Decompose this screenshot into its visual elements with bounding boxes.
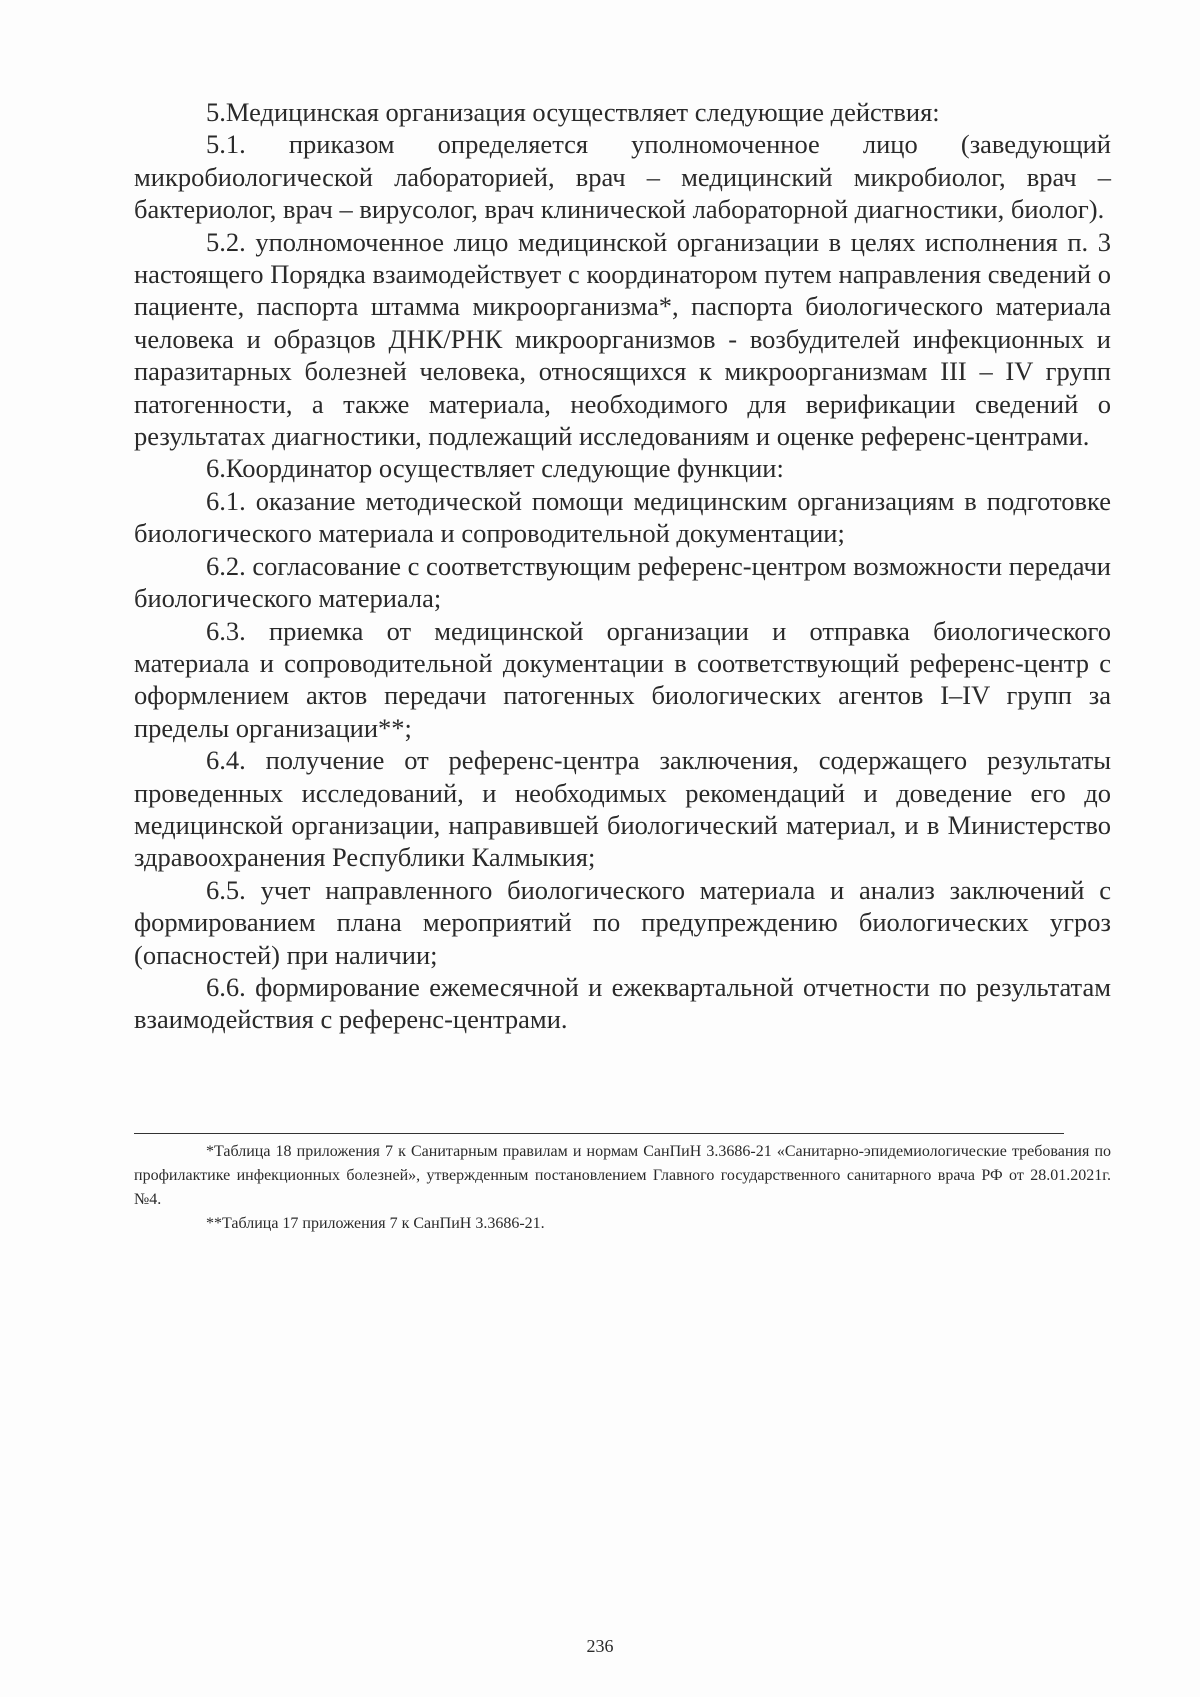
footnotes — [134, 1140, 1111, 1236]
paragraph-6-5: 6.5. учет направленного биологического материала и анализ заключений с формированием плана мероприятий по предупреждению биологических угроз (опасностей) при наличии; — [134, 874, 1111, 970]
paragraph-6-6: 6.6. формирование ежемесячной и ежеквартальной отчетности по результатам взаимодействия с референс-центрами. — [134, 971, 1111, 1035]
paragraph-6: 6.Координатор осуществляет следующие функции: — [206, 453, 784, 484]
paragraph-5-1: 5.1. приказом определяется уполномоченное лицо (заведующий микробиологической лабораторией, врач – медицинский микробиолог, врач – бактериолог, врач – вирусолог, врач клинической лабораторной диагностики, биолог). — [134, 129, 1111, 225]
footnote-divider — [134, 1133, 1064, 1134]
paragraph-6-2: 6.2. согласование с соответствующим референс-центром возможности передачи биологического материала; — [134, 550, 1111, 614]
body-text — [134, 96, 1111, 1036]
paragraph-5: 5.Медицинская организация осуществляет следующие действия: — [206, 97, 940, 127]
page-number: 236 — [586, 1636, 614, 1656]
paragraph-6-3: 6.3. приемка от медицинской организации и отправка биологического материала и сопроводительной документации в соответствующий референс-центр с оформлением актов передачи патогенных биологических агентов I–IV групп за пределы организации**; — [134, 615, 1111, 743]
footnote-1: *Таблица 18 приложения 7 к Санитарным правилам и нормам СанПиН 3.3686-21 «Санитарно-эпидемиологические требования по профилактике инфекционных болезней», утвержденным постановлением Главного государственного санитарного врача РФ от 28.01.2021г. №4. — [134, 1143, 1111, 1208]
paragraph-6-1: 6.1. оказание методической помощи медицинским организациям в подготовке биологического материала и сопроводительной документации; — [134, 485, 1111, 549]
paragraph-5-2: 5.2. уполномоченное лицо медицинской организации в целях исполнения п. 3 настоящего Порядка взаимодействует с координатором путем направления сведений о пациенте, паспорта штамма микроорганизма*, паспорта биологического материала человека и образцов ДНК/РНК микроорганизмов - возбудителей инфекционных и паразитарных болезней человека, относящихся к микроорганизмам III – IV групп патогенности, а также материала, необходимого для верификации сведений о результатах диагностики, подлежащий исследованиям и оценке референс-центрами. — [134, 226, 1111, 452]
footnote-2: **Таблица 17 приложения 7 к СанПиН 3.3686-21. — [206, 1215, 545, 1232]
paragraph-6-4: 6.4. получение от референс-центра заключения, содержащего результаты проведенных исследований, и необходимых рекомендаций и доведение его до медицинской организации, направившей биологический материал, и в Министерство здравоохранения Республики Калмыкия; — [134, 745, 1111, 873]
